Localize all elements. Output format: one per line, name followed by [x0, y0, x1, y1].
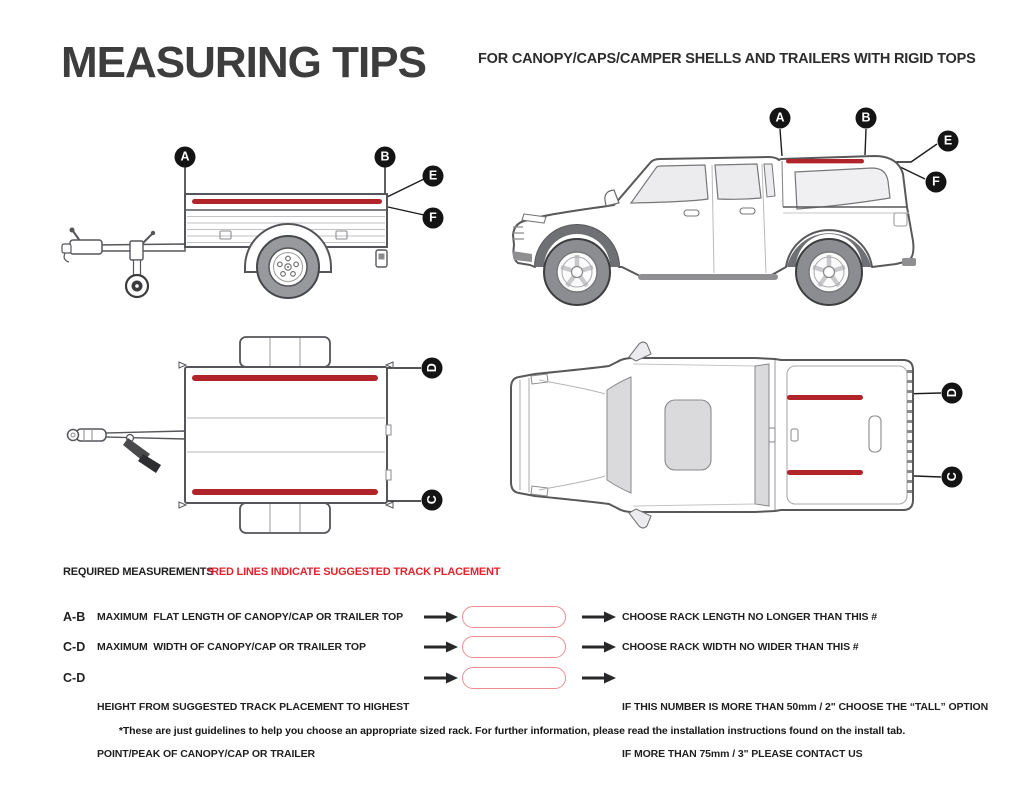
marker-letter: B [861, 110, 871, 125]
marker-letter: F [932, 174, 940, 189]
footnote: *These are just guidelines to help you choose an appropriate sized rack. For further information, please read the installation instructions found on the install tab. [118, 725, 906, 737]
measurement-code: C-D [63, 671, 86, 685]
description-line: HEIGHT FROM SUGGESTED TRACK PLACEMENT TO HIGHEST [97, 701, 410, 713]
truck-side-marker-e [938, 131, 959, 152]
truck-side-view [500, 95, 995, 315]
marker-letter: A [775, 110, 785, 125]
trailer-top-marker-c [422, 490, 443, 511]
arrow-right-icon [582, 641, 616, 653]
arrow-right-icon [424, 641, 458, 653]
marker-letter: A [180, 149, 190, 164]
arrow-right-icon [424, 672, 458, 684]
description-line: MAXIMUM WIDTH OF CANOPY/CAP OR TRAILER TOP [97, 641, 366, 653]
guidance-line: IF THIS NUMBER IS MORE THAN 50mm / 2" CHOOSE THE “TALL” OPTION [622, 701, 989, 713]
marker-letter: E [943, 133, 953, 148]
description-line: MAXIMUM FLAT LENGTH OF CANOPY/CAP OR TRAILER TOP [97, 611, 404, 623]
measurement-code: A-B [63, 610, 86, 624]
truck-side-marker-a [770, 108, 791, 129]
marker-letter: C [424, 495, 439, 505]
marker-letter: E [428, 168, 438, 183]
truck-top-marker-c [942, 467, 963, 488]
trailer-top-view [60, 335, 480, 545]
arrow-right-icon [582, 672, 616, 684]
trailer-side-marker-a [175, 147, 196, 168]
trailer-side-marker-e [423, 166, 444, 187]
trailer-side-illustration [40, 120, 460, 315]
truck-side-illustration [500, 95, 995, 315]
truck-top-marker-d [942, 383, 963, 404]
marker-letter: B [380, 149, 390, 164]
required-measurements-label: REQUIRED MEASUREMENTS [63, 566, 214, 578]
measurement-row-cd-width [0, 636, 1024, 658]
trailer-top-illustration [60, 335, 480, 545]
measurement-description [97, 606, 427, 628]
page-subtitle: FOR CANOPY/CAPS/CAMPER SHELLS AND TRAILERS WITH RIGID TOPS [478, 51, 976, 67]
measurement-value-box [462, 667, 566, 689]
guidance-line: IF MORE THAN 75mm / 3" PLEASE CONTACT US [622, 747, 863, 760]
measurement-description [97, 636, 427, 658]
measurement-guidance [622, 606, 1022, 628]
trailer-side-marker-b [375, 147, 396, 168]
arrow-right-icon [424, 611, 458, 623]
truck-top-illustration [505, 340, 985, 550]
red-lines-note: *RED LINES INDICATE SUGGESTED TRACK PLACEMENT [207, 566, 501, 578]
guidance-line: CHOOSE RACK WIDTH NO WIDER THAN THIS # [622, 641, 859, 653]
marker-letter: D [944, 388, 959, 398]
truck-side-marker-b [856, 108, 877, 129]
measurement-code: C-D [63, 640, 86, 654]
truck-top-view [505, 340, 985, 550]
trailer-top-marker-d [422, 358, 443, 379]
marker-letter: D [424, 363, 439, 373]
marker-letter: C [944, 472, 959, 482]
measurement-value-box [462, 636, 566, 658]
arrow-right-icon [582, 611, 616, 623]
page-title: MEASURING TIPS [61, 38, 426, 87]
trailer-side-view [40, 120, 460, 315]
measurement-row-ab [0, 606, 1024, 628]
description-line: POINT/PEAK OF CANOPY/CAP OR TRAILER [97, 747, 315, 760]
measurement-value-box [462, 606, 566, 628]
marker-letter: F [429, 210, 437, 225]
guidance-line: CHOOSE RACK LENGTH NO LONGER THAN THIS # [622, 611, 878, 623]
truck-side-marker-f [926, 172, 947, 193]
measurement-guidance [622, 636, 1022, 658]
trailer-side-marker-f [423, 208, 444, 229]
